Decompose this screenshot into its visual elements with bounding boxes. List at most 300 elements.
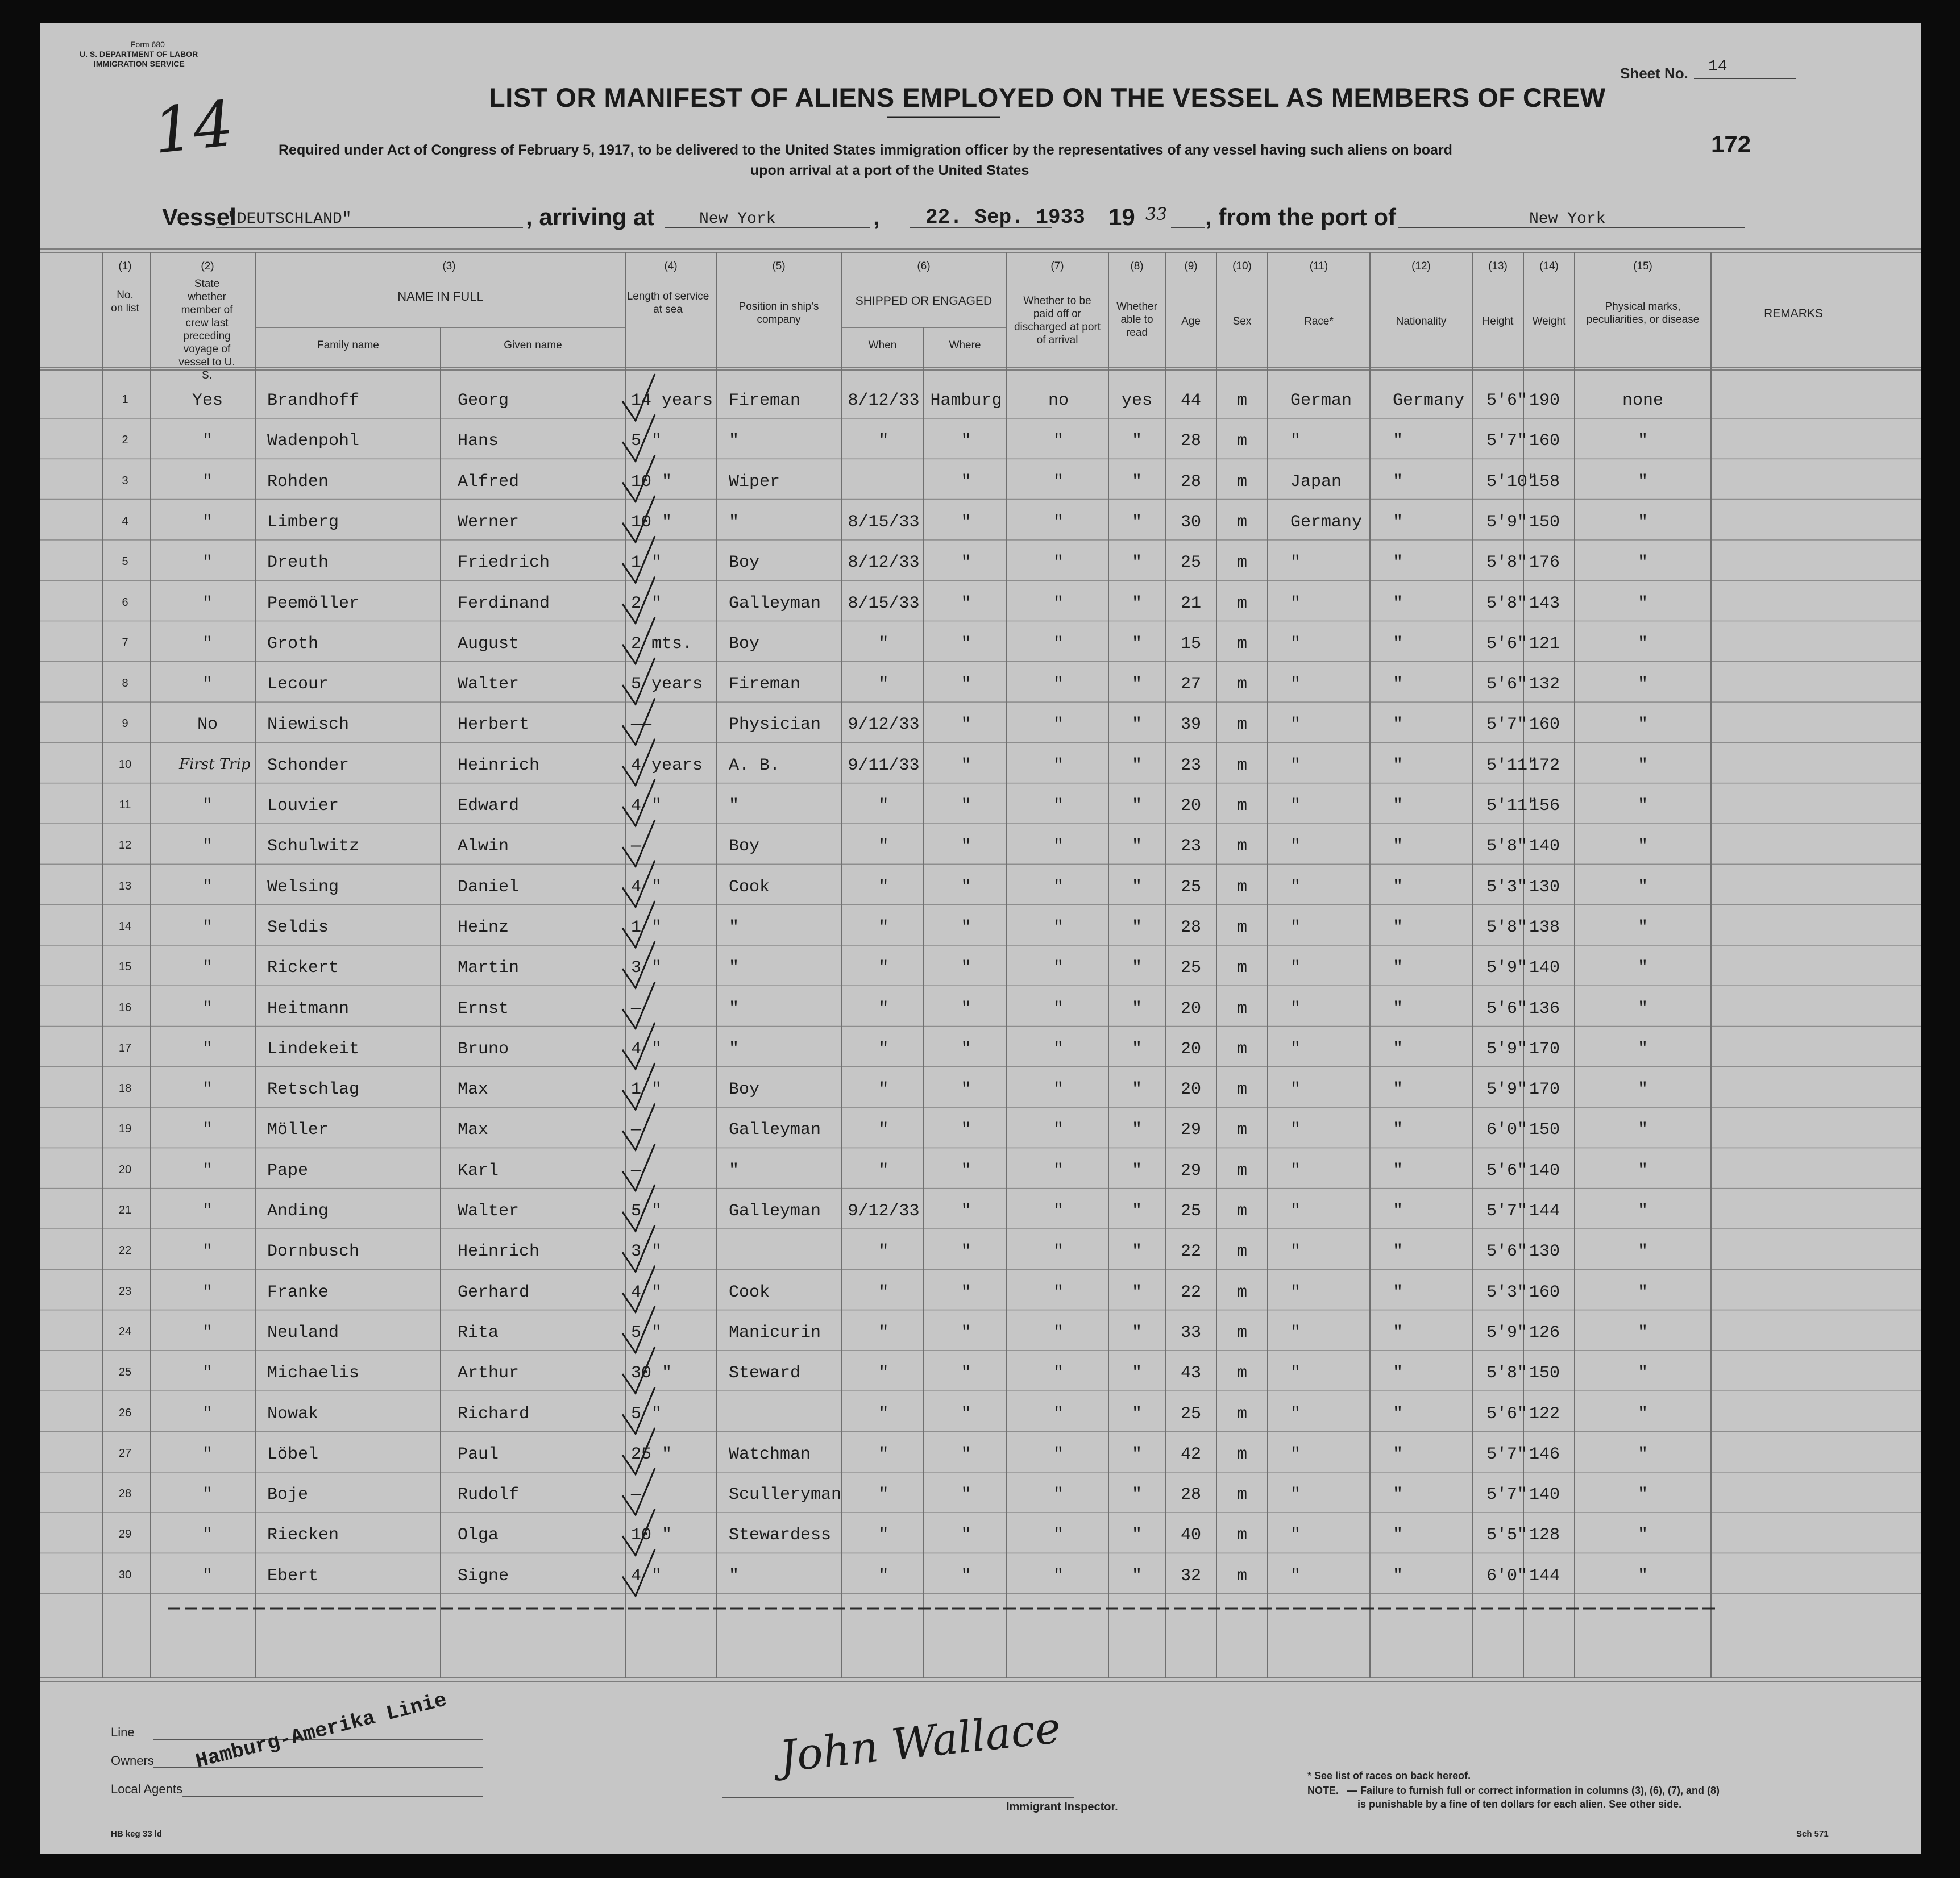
cell-weight: 144	[1529, 1202, 1560, 1221]
cell-height: 5'9"	[1486, 1039, 1528, 1059]
cell-height: 5'6"	[1486, 634, 1528, 654]
cell-age: 39	[1180, 715, 1201, 735]
row-number: 2	[122, 434, 128, 447]
cell-marks: "	[1637, 1080, 1648, 1100]
cell-family: Nowak	[267, 1404, 319, 1424]
cell-position: Fireman	[729, 675, 801, 695]
cell-read: "	[1131, 472, 1142, 492]
row-number: 3	[122, 474, 128, 487]
cell-given: Daniel	[458, 877, 520, 897]
cell-paid: "	[1053, 796, 1064, 816]
cell-height: 5'8"	[1486, 837, 1528, 857]
cell-given: Ferdinand	[458, 593, 550, 613]
cell-given: Edward	[458, 796, 520, 816]
cell-when: "	[878, 1323, 889, 1343]
cell-weight: 160	[1529, 1282, 1560, 1302]
race-note: * See list of races on back hereof.	[1307, 1770, 1471, 1781]
cell-where: "	[961, 1202, 971, 1221]
cell-where: "	[961, 958, 971, 978]
cell-when: "	[878, 1120, 889, 1140]
cell-service: 4 years	[631, 755, 703, 775]
col-header-age: Age	[1181, 315, 1201, 327]
col-header-physical-marks: Physical marks, peculiarities, or disease	[1586, 301, 1700, 326]
cell-service: —	[631, 1120, 642, 1140]
cell-marks: "	[1637, 675, 1648, 695]
cell-service: 2 "	[631, 593, 662, 613]
cell-age: 25	[1180, 1404, 1201, 1424]
cell-paid: "	[1053, 1444, 1064, 1464]
cell-when: 9/12/33	[848, 715, 920, 735]
cell-height: 5'8"	[1486, 1364, 1528, 1383]
cell-weight: 126	[1529, 1323, 1560, 1343]
cell-race: "	[1290, 593, 1301, 613]
cell-nat: "	[1393, 1202, 1403, 1221]
cell-prev: "	[202, 634, 213, 654]
cell-when: "	[878, 796, 889, 816]
cell-race: "	[1290, 1242, 1301, 1262]
cell-paid: no	[1048, 391, 1069, 410]
cell-weight: 146	[1529, 1444, 1560, 1464]
cell-height: 5'6"	[1486, 391, 1528, 410]
cell-position: Physician	[729, 715, 821, 735]
cell-position: "	[729, 958, 740, 978]
cell-prev: "	[202, 1202, 213, 1221]
cell-read: "	[1131, 715, 1142, 735]
page-title: LIST OR MANIFEST OF ALIENS EMPLOYED ON THE VESSEL AS MEMBERS OF CREW	[489, 82, 1606, 113]
cell-height: 5'7"	[1486, 431, 1528, 451]
row-number: 12	[118, 839, 132, 852]
cell-nat: "	[1393, 877, 1403, 897]
cell-service: —	[631, 1485, 642, 1505]
arriving-label: , arriving at	[526, 203, 655, 230]
row-number: 9	[122, 717, 128, 730]
cell-paid: "	[1053, 1080, 1064, 1100]
cell-prev: "	[202, 1039, 213, 1059]
cell-family: Rickert	[267, 958, 339, 978]
row-number: 14	[118, 920, 132, 933]
date-separator: ,	[873, 203, 880, 230]
cell-read: "	[1131, 1485, 1142, 1505]
cell-read: "	[1131, 675, 1142, 695]
cell-family: Franke	[267, 1282, 329, 1302]
cell-when: "	[878, 1039, 889, 1059]
cell-when: "	[878, 1404, 889, 1424]
cell-position: "	[729, 1161, 740, 1181]
cell-given: Ernst	[458, 999, 509, 1019]
cell-nat: "	[1393, 1120, 1403, 1140]
cell-sex: m	[1236, 675, 1247, 695]
cell-race: "	[1290, 837, 1301, 857]
row-number: 11	[119, 799, 131, 811]
cell-position: Boy	[729, 837, 760, 857]
col-num-14: (14)	[1539, 260, 1559, 272]
cell-race: "	[1290, 1120, 1301, 1140]
cell-marks: "	[1637, 1323, 1648, 1343]
cell-height: 5'9"	[1486, 512, 1528, 532]
cell-nat: "	[1393, 1282, 1403, 1302]
arriving-port: New York	[699, 210, 776, 228]
cell-when: "	[878, 1444, 889, 1464]
cell-prev: "	[202, 1526, 213, 1545]
cell-when: "	[878, 1242, 889, 1262]
cell-family: Lecour	[267, 675, 329, 695]
cell-paid: "	[1053, 634, 1064, 654]
cell-when: "	[878, 1364, 889, 1383]
note-text-line2: is punishable by a fine of ten dollars for each alien. See other side.	[1357, 1798, 1682, 1810]
cell-age: 25	[1180, 1202, 1201, 1221]
cell-service: —	[631, 837, 642, 857]
row-number: 1	[122, 393, 128, 406]
cell-where: "	[961, 715, 971, 735]
cell-prev: No	[197, 715, 218, 735]
cell-given: Signe	[458, 1566, 509, 1586]
cell-weight: 122	[1529, 1404, 1560, 1424]
cell-height: 5'6"	[1486, 1404, 1528, 1424]
cell-when: "	[878, 1526, 889, 1545]
cell-age: 20	[1180, 1039, 1201, 1059]
cell-family: Neuland	[267, 1323, 339, 1343]
cell-age: 25	[1180, 877, 1201, 897]
cell-read: "	[1131, 431, 1142, 451]
cell-given: Herbert	[458, 715, 530, 735]
cell-weight: 172	[1529, 755, 1560, 775]
cell-prev: "	[202, 958, 213, 978]
cell-service: 4 "	[631, 1282, 662, 1302]
cell-nat: "	[1393, 715, 1403, 735]
cell-marks: "	[1637, 1202, 1648, 1221]
cell-given: Martin	[458, 958, 520, 978]
cell-race: "	[1290, 1485, 1301, 1505]
cell-weight: 150	[1529, 1120, 1560, 1140]
cell-paid: "	[1053, 553, 1064, 573]
cell-sex: m	[1236, 1120, 1247, 1140]
row-number: 20	[118, 1163, 132, 1176]
cell-prev: "	[202, 917, 213, 937]
cell-where: "	[961, 1080, 971, 1100]
row-number: 13	[118, 879, 132, 892]
cell-service: 1 "	[631, 553, 662, 573]
row-number: 17	[118, 1041, 132, 1054]
cell-prev: "	[202, 1404, 213, 1424]
cell-given: Walter	[458, 1202, 520, 1221]
cell-read: "	[1131, 1080, 1142, 1100]
cell-race: "	[1290, 1566, 1301, 1586]
cell-age: 27	[1180, 675, 1201, 695]
cell-weight: 160	[1529, 715, 1560, 735]
cell-race: "	[1290, 1080, 1301, 1100]
cell-paid: "	[1053, 1364, 1064, 1383]
cell-marks: "	[1637, 715, 1648, 735]
col-num-15: (15)	[1633, 260, 1652, 272]
cell-paid: "	[1053, 958, 1064, 978]
col-header-when: When	[868, 339, 897, 351]
cell-nat: "	[1393, 431, 1403, 451]
cell-weight: 140	[1529, 837, 1560, 857]
col-header-weight: Weight	[1532, 315, 1566, 327]
col-header-able-to-read: Whether able to read	[1116, 301, 1157, 339]
cell-race: "	[1290, 1039, 1301, 1059]
cell-family: Rohden	[267, 472, 329, 492]
cell-given: Paul	[458, 1444, 499, 1464]
cell-prev: "	[202, 675, 213, 695]
col-header-given-name: Given name	[504, 339, 562, 351]
line-stamp: Hamburg-Amerika Linie	[193, 1688, 450, 1773]
cell-where: "	[961, 1404, 971, 1424]
col-num-4: (4)	[664, 260, 678, 272]
cell-sex: m	[1236, 796, 1247, 816]
cell-family: Riecken	[267, 1526, 339, 1545]
cell-when: "	[878, 1080, 889, 1100]
cell-family: Ebert	[267, 1566, 319, 1586]
col-header-sex: Sex	[1232, 315, 1252, 327]
col-header-family-name: Family name	[317, 339, 379, 351]
cell-read: "	[1131, 634, 1142, 654]
col-header-prev-voyage: State whether member of crew last preceding voyage of vessel to U. S.	[178, 278, 235, 381]
cell-prev: First Trip	[179, 755, 251, 773]
cell-service: 4 "	[631, 796, 662, 816]
cell-service: —	[631, 999, 642, 1019]
cell-marks: "	[1637, 1282, 1648, 1302]
cell-nat: "	[1393, 796, 1403, 816]
cell-read: "	[1131, 512, 1142, 532]
col-num-9: (9)	[1184, 260, 1198, 272]
cell-paid: "	[1053, 1039, 1064, 1059]
cell-read: "	[1131, 837, 1142, 857]
cell-height: 5'9"	[1486, 1323, 1528, 1343]
cell-height: 5'3"	[1486, 877, 1528, 897]
cell-nat: "	[1393, 1161, 1403, 1181]
row-number: 27	[118, 1447, 132, 1460]
vessel-name: "DEUTSCHLAND"	[227, 210, 352, 228]
cell-position: "	[729, 1566, 740, 1586]
cell-nat: "	[1393, 999, 1403, 1019]
cell-sex: m	[1236, 1039, 1247, 1059]
cell-height: 5'6"	[1486, 999, 1528, 1019]
cell-nat: "	[1393, 634, 1403, 654]
cell-family: Schonder	[267, 755, 350, 775]
row-number: 18	[118, 1082, 132, 1095]
cell-nat: "	[1393, 1404, 1403, 1424]
cell-where: "	[961, 634, 971, 654]
row-number: 4	[122, 514, 128, 527]
cell-nat: "	[1393, 1080, 1403, 1100]
cell-when: "	[878, 1566, 889, 1586]
cell-prev: "	[202, 1161, 213, 1181]
cell-prev: Yes	[192, 391, 223, 410]
col-header-name-in-full: NAME IN FULL	[397, 289, 484, 304]
cell-race: "	[1290, 958, 1301, 978]
local-agents-label: Local Agents	[111, 1782, 182, 1796]
cell-race: "	[1290, 877, 1301, 897]
cell-age: 20	[1180, 1080, 1201, 1100]
cell-weight: 176	[1529, 553, 1560, 573]
cell-height: 5'6"	[1486, 1242, 1528, 1262]
cell-nat: "	[1393, 512, 1403, 532]
cell-read: "	[1131, 1364, 1142, 1383]
col-header-no-on-list: No. on list	[111, 289, 139, 314]
cell-marks: "	[1637, 958, 1648, 978]
form-department: U. S. DEPARTMENT OF LABOR	[80, 49, 198, 59]
cell-family: Möller	[267, 1120, 329, 1140]
cell-race: "	[1290, 634, 1301, 654]
cell-when: 9/12/33	[848, 1202, 920, 1221]
cell-read: "	[1131, 1202, 1142, 1221]
cell-race: German	[1290, 391, 1352, 410]
cell-sex: m	[1236, 837, 1247, 857]
cell-weight: 170	[1529, 1080, 1560, 1100]
cell-family: Löbel	[267, 1444, 319, 1464]
sheet-number: 14	[1708, 58, 1728, 76]
cell-height: 6'0"	[1486, 1566, 1528, 1586]
cell-age: 28	[1180, 431, 1201, 451]
cell-age: 22	[1180, 1282, 1201, 1302]
col-num-1: (1)	[118, 260, 132, 272]
col-header-nationality: Nationality	[1396, 315, 1447, 327]
cell-marks: "	[1637, 553, 1648, 573]
cell-given: Hans	[458, 431, 499, 451]
cell-sex: m	[1236, 755, 1247, 775]
cell-weight: 138	[1529, 917, 1560, 937]
cell-age: 23	[1180, 837, 1201, 857]
cell-where: "	[961, 512, 971, 532]
cell-sex: m	[1236, 1080, 1247, 1100]
cell-race: "	[1290, 1323, 1301, 1343]
cell-paid: "	[1053, 917, 1064, 937]
cell-prev: "	[202, 593, 213, 613]
cell-given: Walter	[458, 675, 520, 695]
cell-given: Rudolf	[458, 1485, 520, 1505]
cell-marks: "	[1637, 917, 1648, 937]
cell-marks: "	[1637, 1242, 1648, 1262]
cell-marks: "	[1637, 634, 1648, 654]
col-num-7: (7)	[1050, 260, 1064, 272]
cell-service: 14 years	[631, 391, 713, 410]
cell-when: "	[878, 877, 889, 897]
cell-age: 28	[1180, 472, 1201, 492]
cell-nat: "	[1393, 1444, 1403, 1464]
cell-position: "	[729, 512, 740, 532]
col-num-3: (3)	[442, 260, 456, 272]
cell-weight: 140	[1529, 1161, 1560, 1181]
cell-prev: "	[202, 472, 213, 492]
form-number: Form 680	[131, 40, 165, 49]
cell-service: 5 "	[631, 1404, 662, 1424]
cell-family: Niewisch	[267, 715, 350, 735]
year-suffix: 33	[1145, 205, 1168, 225]
cell-paid: "	[1053, 675, 1064, 695]
cell-given: Werner	[458, 512, 520, 532]
cell-given: Bruno	[458, 1039, 509, 1059]
cell-marks: "	[1637, 877, 1648, 897]
cell-nat: "	[1393, 917, 1403, 937]
cell-nat: Germany	[1393, 391, 1465, 410]
cell-height: 5'5"	[1486, 1526, 1528, 1545]
cell-sex: m	[1236, 1202, 1247, 1221]
cell-where: "	[961, 593, 971, 613]
cell-marks: "	[1637, 837, 1648, 857]
cell-paid: "	[1053, 1242, 1064, 1262]
cell-position: "	[729, 431, 740, 451]
cell-where: "	[961, 1444, 971, 1464]
cell-nat: "	[1393, 472, 1403, 492]
cell-prev: "	[202, 999, 213, 1019]
cell-height: 5'3"	[1486, 1282, 1528, 1302]
cell-paid: "	[1053, 755, 1064, 775]
cell-nat: "	[1393, 1323, 1403, 1343]
cell-family: Lindekeit	[267, 1039, 360, 1059]
cell-read: yes	[1121, 391, 1152, 410]
cell-service: 1 "	[631, 917, 662, 937]
cell-nat: "	[1393, 755, 1403, 775]
cell-marks: "	[1637, 1039, 1648, 1059]
cell-position: Fireman	[729, 391, 801, 410]
row-number: 25	[118, 1366, 132, 1379]
cell-marks: "	[1637, 1161, 1648, 1181]
col-header-position: Position in ship's company	[738, 301, 819, 326]
cell-family: Schulwitz	[267, 837, 360, 857]
cell-marks: "	[1637, 1120, 1648, 1140]
print-code-left: HB keg 33 ld	[111, 1829, 163, 1839]
cell-family: Boje	[267, 1485, 309, 1505]
cell-when: "	[878, 1161, 889, 1181]
cell-service: 4 "	[631, 1039, 662, 1059]
from-port: New York	[1529, 210, 1606, 228]
cell-weight: 144	[1529, 1566, 1560, 1586]
cell-given: Alwin	[458, 837, 509, 857]
cell-height: 5'6"	[1486, 1161, 1528, 1181]
cell-given: Alfred	[458, 472, 520, 492]
cell-paid: "	[1053, 1485, 1064, 1505]
cell-nat: "	[1393, 1039, 1403, 1059]
cell-where: "	[961, 1323, 971, 1343]
cell-service: ——	[631, 715, 652, 735]
cell-race: "	[1290, 1526, 1301, 1545]
cell-where: "	[961, 917, 971, 937]
cell-position: Galleyman	[729, 1202, 821, 1221]
cell-when: "	[878, 917, 889, 937]
cell-read: "	[1131, 1242, 1142, 1262]
cell-when: "	[878, 837, 889, 857]
cell-age: 42	[1180, 1444, 1201, 1464]
cell-race: "	[1290, 553, 1301, 573]
cell-position: Galleyman	[729, 593, 821, 613]
cell-height: 5'9"	[1486, 1080, 1528, 1100]
col-num-8: (8)	[1130, 260, 1144, 272]
cell-service: 30 "	[631, 1364, 672, 1383]
cell-position: Manicurin	[729, 1323, 821, 1343]
cell-prev: "	[202, 512, 213, 532]
cell-when: 8/12/33	[848, 553, 920, 573]
cell-marks: "	[1637, 999, 1648, 1019]
owners-label: Owners	[111, 1754, 154, 1768]
cell-family: Heitmann	[267, 999, 350, 1019]
cell-nat: "	[1393, 1485, 1403, 1505]
cell-prev: "	[202, 553, 213, 573]
cell-age: 40	[1180, 1526, 1201, 1545]
cell-service: 25 "	[631, 1444, 672, 1464]
cell-prev: "	[202, 796, 213, 816]
cell-prev: "	[202, 1282, 213, 1302]
cell-given: Gerhard	[458, 1282, 530, 1302]
cell-family: Limberg	[267, 512, 339, 532]
cell-age: 22	[1180, 1242, 1201, 1262]
cell-prev: "	[202, 1566, 213, 1586]
col-num-5: (5)	[772, 260, 786, 272]
cell-race: "	[1290, 715, 1301, 735]
cell-read: "	[1131, 593, 1142, 613]
cell-marks: "	[1637, 1444, 1648, 1464]
cell-paid: "	[1053, 1120, 1064, 1140]
